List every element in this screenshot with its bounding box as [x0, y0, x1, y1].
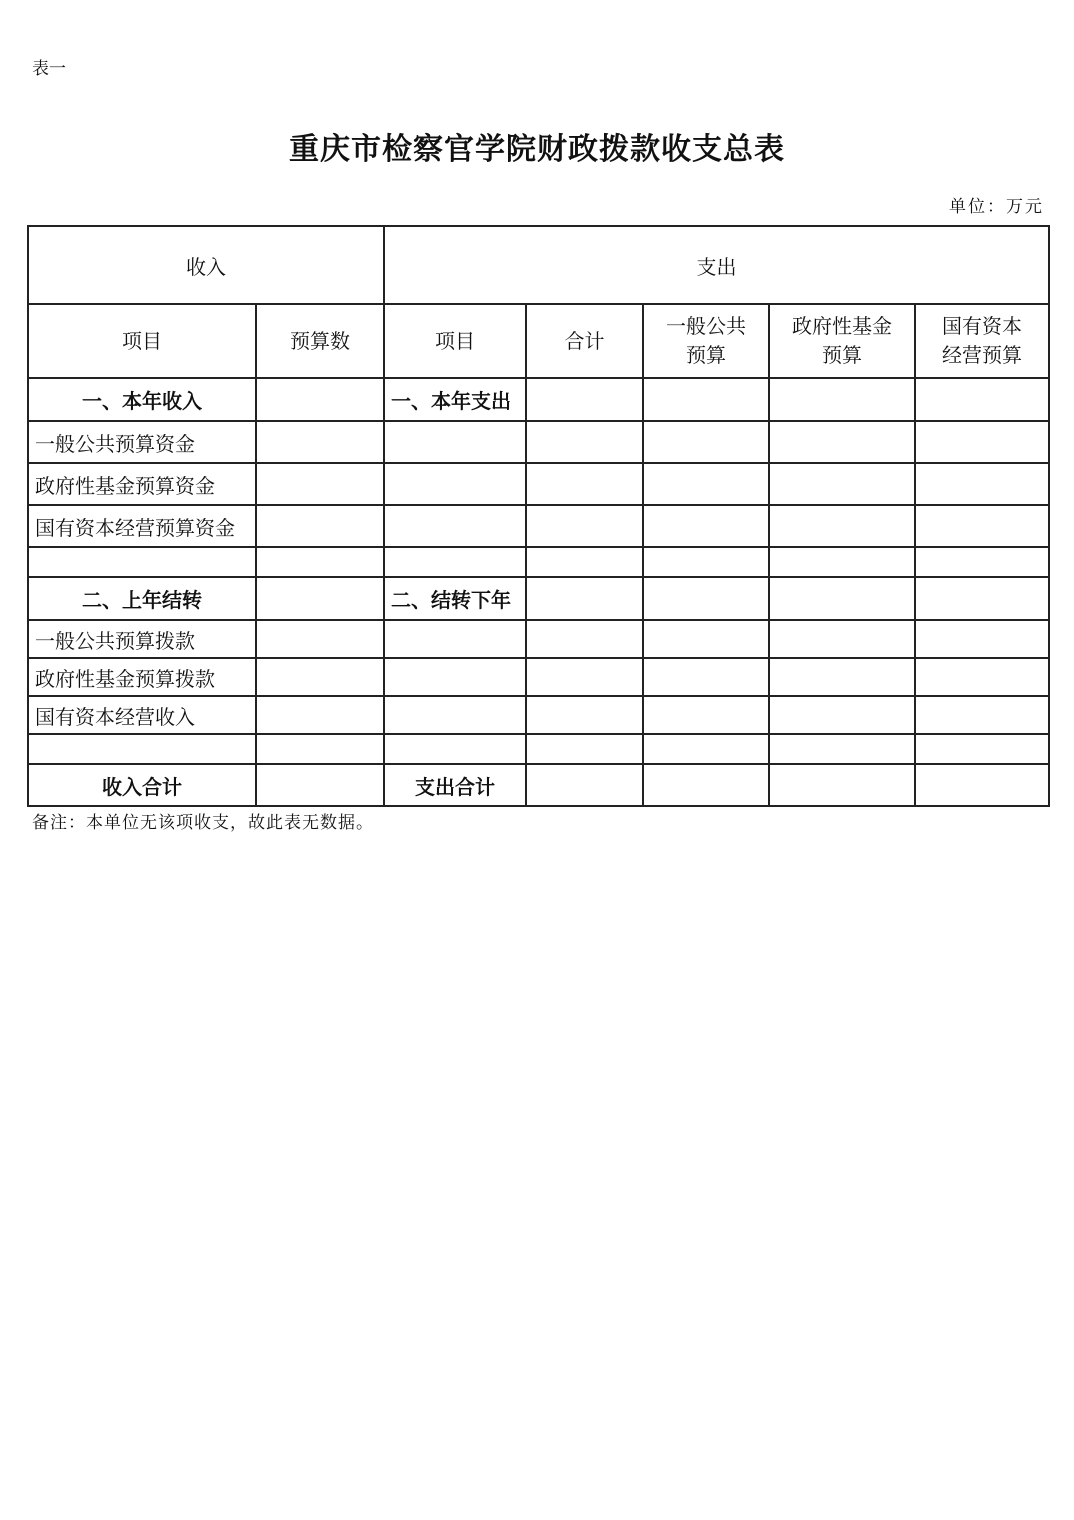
gov-fund-budget-header-line1: 政府性基金 [792, 314, 892, 338]
state-capital-cell [915, 463, 1049, 505]
total-cell [526, 547, 643, 577]
totals-row [28, 764, 1049, 806]
income-item-cell: 一般公共预算拨款 [28, 620, 256, 658]
expense-group-header: 支出 [384, 226, 1049, 304]
income-budget-header: 预算数 [256, 304, 384, 378]
gov-fund-cell [769, 547, 915, 577]
total-cell [526, 421, 643, 463]
gov-fund-cell [769, 734, 915, 764]
fiscal-summary-table [27, 225, 1050, 807]
expense-total-label: 支出合计 [384, 764, 526, 806]
expense-item-cell [384, 505, 526, 547]
income-item-cell: 政府性基金预算拨款 [28, 658, 256, 696]
total-cell [526, 734, 643, 764]
gov-fund-cell [769, 505, 915, 547]
income-budget-cell [256, 734, 384, 764]
table-row [28, 620, 1049, 658]
expense-item-cell [384, 734, 526, 764]
table-label: 表一 [32, 59, 66, 79]
income-item-cell [28, 734, 256, 764]
total-cell [526, 463, 643, 505]
total-cell [526, 764, 643, 806]
unit-label: 单位：万元 [949, 197, 1044, 217]
income-budget-cell [256, 505, 384, 547]
state-capital-cell [915, 378, 1049, 421]
gov-fund-cell [769, 696, 915, 734]
table-row [28, 463, 1049, 505]
general-public-cell [643, 505, 769, 547]
column-header-row [28, 304, 1049, 378]
income-group-header: 收入 [28, 226, 384, 304]
gov-fund-cell [769, 421, 915, 463]
table-row [28, 577, 1049, 620]
income-item-cell: 国有资本经营预算资金 [28, 505, 256, 547]
general-public-budget-header-line2: 预算 [686, 343, 726, 367]
income-budget-cell [256, 547, 384, 577]
expense-item-cell [384, 658, 526, 696]
total-cell [526, 505, 643, 547]
expense-item-cell: 一、本年支出 [384, 378, 526, 421]
income-total-label: 收入合计 [28, 764, 256, 806]
total-cell [526, 658, 643, 696]
footnote: 备注：本单位无该项收支，故此表无数据。 [32, 813, 374, 833]
income-budget-cell [256, 764, 384, 806]
general-public-cell [643, 421, 769, 463]
state-capital-cell [915, 620, 1049, 658]
expense-item-cell [384, 696, 526, 734]
gov-fund-cell [769, 577, 915, 620]
general-public-cell [643, 696, 769, 734]
state-capital-cell [915, 421, 1049, 463]
table-row [28, 734, 1049, 764]
income-item-cell: 二、上年结转 [28, 577, 256, 620]
table-row [28, 378, 1049, 421]
expense-item-cell [384, 421, 526, 463]
gov-fund-cell [769, 463, 915, 505]
income-budget-cell [256, 378, 384, 421]
gov-fund-cell [769, 764, 915, 806]
general-public-cell [643, 577, 769, 620]
state-capital-budget-header-line1: 国有资本 [942, 314, 1023, 338]
gov-fund-cell [769, 658, 915, 696]
income-item-cell: 一般公共预算资金 [28, 421, 256, 463]
state-capital-cell [915, 547, 1049, 577]
state-capital-cell [915, 577, 1049, 620]
income-budget-cell [256, 696, 384, 734]
total-cell [526, 620, 643, 658]
income-budget-cell [256, 463, 384, 505]
general-public-cell [643, 463, 769, 505]
general-public-cell [643, 620, 769, 658]
state-capital-cell [915, 696, 1049, 734]
total-cell [526, 378, 643, 421]
general-public-cell [643, 764, 769, 806]
state-capital-cell [915, 764, 1049, 806]
general-public-cell [643, 547, 769, 577]
income-item-cell [28, 547, 256, 577]
page-title: 重庆市检察官学院财政拨款收支总表 [289, 132, 785, 167]
income-item-cell: 一、本年收入 [28, 378, 256, 421]
income-item-cell: 国有资本经营收入 [28, 696, 256, 734]
general-public-budget-header-line1: 一般公共 [666, 314, 746, 338]
income-budget-cell [256, 421, 384, 463]
state-capital-cell [915, 505, 1049, 547]
state-capital-cell [915, 734, 1049, 764]
gov-fund-budget-header-line2: 预算 [822, 343, 862, 367]
table-row [28, 505, 1049, 547]
table-row [28, 658, 1049, 696]
gov-fund-cell [769, 620, 915, 658]
income-budget-cell [256, 620, 384, 658]
gov-fund-budget-header [769, 304, 915, 378]
expense-item-cell [384, 547, 526, 577]
income-item-cell: 政府性基金预算资金 [28, 463, 256, 505]
state-capital-budget-header [915, 304, 1049, 378]
group-header-row [28, 226, 1049, 304]
expense-item-cell [384, 620, 526, 658]
general-public-cell [643, 378, 769, 421]
table-row [28, 547, 1049, 577]
table-row [28, 696, 1049, 734]
total-cell [526, 577, 643, 620]
total-header: 合计 [526, 304, 643, 378]
gov-fund-cell [769, 378, 915, 421]
state-capital-budget-header-line2: 经营预算 [942, 343, 1023, 367]
general-public-cell [643, 658, 769, 696]
expense-item-cell: 二、结转下年 [384, 577, 526, 620]
income-item-header: 项目 [28, 304, 256, 378]
state-capital-cell [915, 658, 1049, 696]
table-row [28, 421, 1049, 463]
income-budget-cell [256, 658, 384, 696]
general-public-cell [643, 734, 769, 764]
income-budget-cell [256, 577, 384, 620]
expense-item-header: 项目 [384, 304, 526, 378]
general-public-budget-header [643, 304, 769, 378]
expense-item-cell [384, 463, 526, 505]
total-cell [526, 696, 643, 734]
